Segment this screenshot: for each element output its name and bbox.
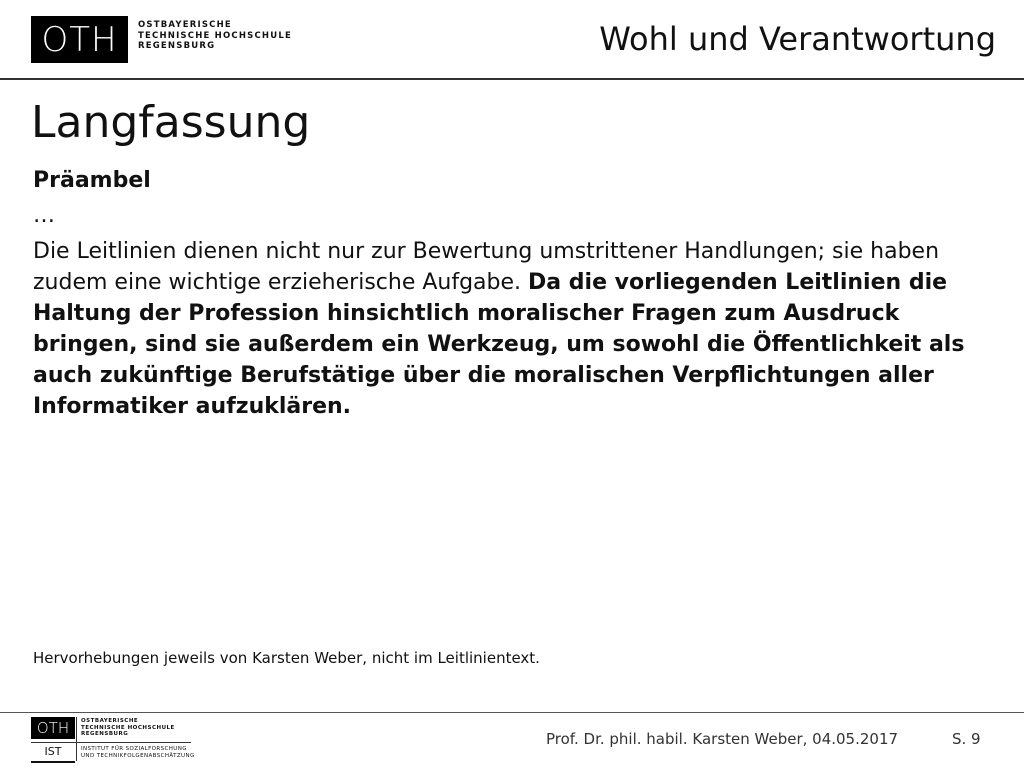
body-paragraph	[33, 236, 998, 422]
footer-author-date: Prof. Dr. phil. habil. Karsten Weber, 04.05.2017	[546, 730, 899, 748]
page-number: S. 9	[952, 730, 981, 748]
logo-line: OSTBAYERISCHE	[81, 718, 139, 724]
logo-line: REGENSBURG	[138, 41, 216, 51]
logo-line: TECHNISCHE HOCHSCHULE	[81, 724, 175, 731]
footer-logo-underline	[31, 761, 75, 763]
section-heading: Präambel	[33, 168, 151, 193]
footer-oth-wordmark	[81, 718, 175, 738]
logo-line: INSTITUT FÜR SOZIALFORSCHUNG	[81, 746, 187, 752]
omission-ellipsis: …	[33, 203, 55, 228]
body-text-normal: Die Leitlinien dienen nicht nur zur Bewertung umstrittener Handlungen; sie haben zudem eine wichtige erzieherische Aufgabe.	[33, 239, 940, 295]
oth-logo-wordmark	[138, 20, 292, 52]
footer-logo	[31, 715, 211, 763]
footer-ist-wordmark	[81, 746, 195, 759]
logo-line: OSTBAYERISCHE	[138, 20, 232, 30]
slide-title: Langfassung	[31, 97, 311, 148]
footer-oth-mark: OTH	[31, 717, 75, 739]
logo-line: REGENSBURG	[81, 731, 129, 737]
footer-logo-divider	[76, 717, 77, 761]
logo-line: UND TECHNIKFOLGENABSCHÄTZUNG	[81, 752, 195, 759]
header-title: Wohl und Verantwortung	[599, 20, 996, 58]
footer-ist-mark: IST	[44, 744, 62, 758]
footnote: Hervorhebungen jeweils von Karsten Weber, nicht im Leitlinientext.	[33, 649, 540, 667]
footer-logo-separator	[31, 742, 191, 743]
body-text-emphasized: Da die vorliegenden Leitlinien die Haltung der Profession hinsichtlich moralischer Fragen zum Ausdruck bringen, sind sie außerdem ein Werkzeug, um sowohl die Öffentlichkeit als auch zukünftige Berufstätige über die moralischen Verpflichtungen aller Informatiker aufzuklären.	[33, 270, 965, 419]
header-divider	[0, 78, 1024, 80]
logo-line: TECHNISCHE HOCHSCHULE	[138, 30, 292, 41]
footer-divider	[0, 712, 1024, 713]
oth-logo: OTH	[31, 16, 128, 63]
